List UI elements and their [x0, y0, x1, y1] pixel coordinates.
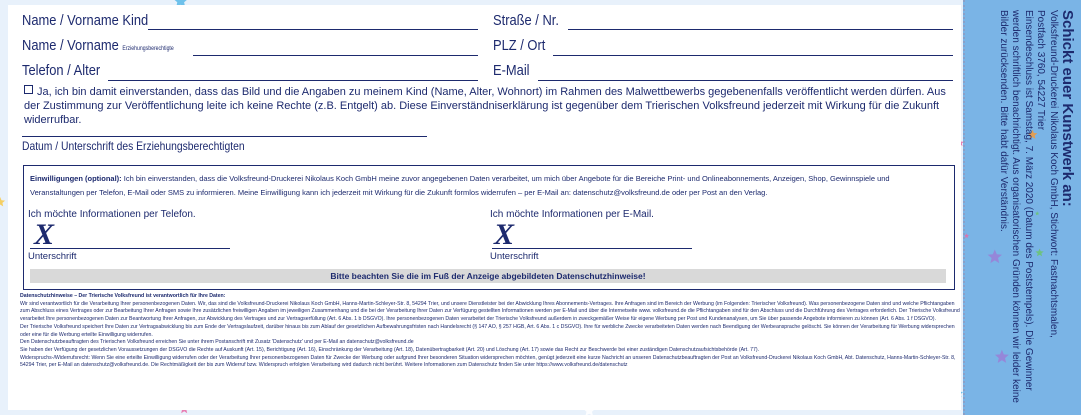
email-label: E-Mail [493, 62, 530, 79]
name-erz-field[interactable] [193, 55, 478, 56]
address-rotated-text [997, 10, 1077, 410]
consent-statement: Ja, ich bin damit einverstanden, dass das Bild und die Angaben zu meinem Kind (Name, Alter, Wohnort) im Rahmen des Malwettbewerbs gegebenenfalls veröffentlicht werden dürfen. Aus der Zustimmung zur Veröffentlichung leite ich keine Rechte (z.B. Entgelt) ab. Diese Einverständniserklärung ist gegenüber dem Trierischen Volksfreund jederzeit mit Wirkung für die Zukunft widerrufbar. [24, 86, 946, 126]
telefon-field[interactable] [108, 80, 478, 81]
privacy-notice: Datenschutzhinweise – Der Trierische Volksfreund ist verantwortlich für Ihre Daten: Wir sind verantwortlich für die Verarbeitung Ihrer personenbezogenen Daten. Wir, das sind die Volksfreund-Druckerei Nikolaus Koch GmbH, Hanns-Martin-Schleyer-Str. 8, 54294 Trier, und unsere Dienstleister bei der Abwicklung Ihres Abonnements-Vertrages. Ihre Anfragen sind im Bereich der Werbung (im Folgenden: Trierischer Volksfreund). Was personenbezogene Daten sind und welche Pflichtangaben zum Abschluss eines Vertrages oder zur Bearbeitung Ihrer Anfragen sowie Ihre zusätzlichen freiwilligen Angaben im jeweiligen Zusammenhang und die bei der Verarbeitung Ihrer Daten zur Verfügung gestellten Informationen werden per E-Mail und über die Internetseite www. volksfreund.de die Pflichtangaben sind für den Abschluss und die Durchführung des Vertrages erforderlich. Der Trierische Volksfreund verarbeitet Ihre personenbezogenen Daten zur Beantwortung Ihrer Anfragen, zur Abwicklung des Vertrages und zur Vertragserfüllung (Art. 6 Abs. 1 b DSGVO). Ihre personenbezogenen Daten verarbeitet der Trierische Volksfreund außerdem in zweckgemäßer Weise für eigene Werbung per Post und Kundenanalysen, um Sie über passende Angebote informieren zu können (Art. 6 Abs. 1 f DSGVO). Der Trierische Volksfreund speichert Ihre Daten zur Vertragsabwicklung bis zum Ende der Vertragslaufzeit, darüber hinaus bis zum Ablauf der gesetzlichen Aufbewahrungsfristen nach Handelsrecht (§ 147 AO, § 257 HGB, Art. 6 Abs. 1 c DSGVO). Ihre für werbliche Zwecke verarbeiteten Daten werden nach Beendigung der Werbeansprache gelöscht. Sie können der Verarbeitung für Werbung widersprechen oder eine für die Werbung erteilte Einwilligung widerrufen. Den Datenschutzbeauftragten des Trierischen Volksfreund erreichen Sie unter ihrem Postanschrift mit Zusatz 'Datenschutz' und per E-Mail an datenschutz@volksfreund.de Sie haben der Verfügung der gesetzlichen Voraussetzungen der DSGVO die Rechte auf Auskunft (Art. 15), Berichtigung (Art. 16), Einschränkung der Verarbeitung (Art. 18), Datenübertragbarkeit (Art. 20) und Löschung (Art. 17) sowie das Recht zur Beschwerde bei einer zuständigen Datenschutzaufsichtsbehörde (Art. 77). Widerspruchs-/Widerrufsrecht: Wenn Sie eine erteilte Einwilligung widerrufen oder der Verarbeitung Ihrer personenbezogenen Daten für Zwecke der Werbung oder aufgrund Ihrer besonderen Situation widersprechen möchten, genügt jederzeit eine kurze Nachricht an unseren Datenschutzbeauftragten der Post an Volksfreund-Druckerei Nikolaus Koch GmbH, Abt. Datenschutz, Hanns-Martin-Schleyer-Str. 8, 54294 Trier, per E-Mail an datenschutz@volksfreund.de. Die Rechtmäßigkeit der bis zum Widerruf bzw. Widerspruch erfolgten Verarbeitung wird dadurch nicht berührt. Weitere Informationen zum Datenschutz finden Sie unter https://www.volksfreund.de/datenschutz [20, 293, 960, 369]
name-erz-label: Name / Vorname Erziehungsberechtigte [22, 37, 174, 54]
address-panel [976, 10, 1076, 410]
phone-signature-label: Unterschrift [28, 251, 77, 262]
address-line-5: Bilder zurücksenden. Bitte habt dafür Verständnis. [998, 10, 1009, 232]
consent-checkbox[interactable] [24, 85, 33, 94]
name-kind-field[interactable] [148, 29, 478, 30]
email-signature-line[interactable] [492, 248, 692, 249]
plz-ort-label: PLZ / Ort [493, 37, 546, 54]
strasse-label: Straße / Nr. [493, 12, 559, 29]
cut-line [963, 0, 965, 415]
einwilligung-box [23, 165, 955, 290]
address-line-1: Volksfreund-Druckerei Nikolaus Koch GmbH, Stichwort: Fastnachtsmalen, [1048, 10, 1059, 338]
address-line-4: werden schriftlich benachrichtigt. Aus organisatorischen Gründen können wir leider keine [1010, 10, 1022, 403]
form-panel [8, 5, 961, 410]
option-email-label: Ich möchte Informationen per E-Mail. [490, 209, 654, 220]
email-signature-label: Unterschrift [490, 251, 539, 262]
phone-signature-line[interactable] [30, 248, 230, 249]
email-field[interactable] [538, 80, 953, 81]
address-title: Schickt euer Kunstwerk an: [1059, 10, 1076, 207]
x-mark-phone: X [34, 218, 55, 251]
einwilligung-text: Einwilligungen (optional): Ich bin einverstanden, dass die Volksfreund-Druckerei Nikolaus Koch GmbH meine zuvor angegebenen Daten verarbeitet, um mich über Angebote für die Bereiche Print- und Onlineabonnements, Anzeigen, Shop, Gewinnspiele und Veranstaltungen per Telefon, E-Mail oder SMS zu informieren. Meine Einwilligung kann ich jederzeit mit Wirkung für die Zukunft formlos widerrufen – per E-Mail an: datenschutz@volksfreund.de oder per Post an den Verlag. [30, 174, 890, 197]
signature-label: Datum / Unterschrift des Erziehungsberechtigten [22, 139, 245, 153]
option-phone-label: Ich möchte Informationen per Telefon. [28, 209, 196, 220]
name-kind-label: Name / Vorname Kind [22, 12, 149, 29]
telefon-label: Telefon / Alter [22, 62, 101, 79]
signature-line[interactable] [22, 136, 427, 137]
plz-ort-field[interactable] [553, 55, 953, 56]
privacy-hint-bar: Bitte beachten Sie die im Fuß der Anzeige abgebildeten Datenschutzhinweise! [30, 269, 946, 283]
x-mark-email: X [494, 218, 515, 251]
strasse-field[interactable] [568, 29, 953, 30]
address-line-3: Einsendeschluss ist Samstag, 7. März 2020 (Datum des Poststempels). Die Gewinner [1023, 10, 1034, 391]
address-line-2: Postfach 3760, 54227 Trier [1035, 10, 1047, 131]
